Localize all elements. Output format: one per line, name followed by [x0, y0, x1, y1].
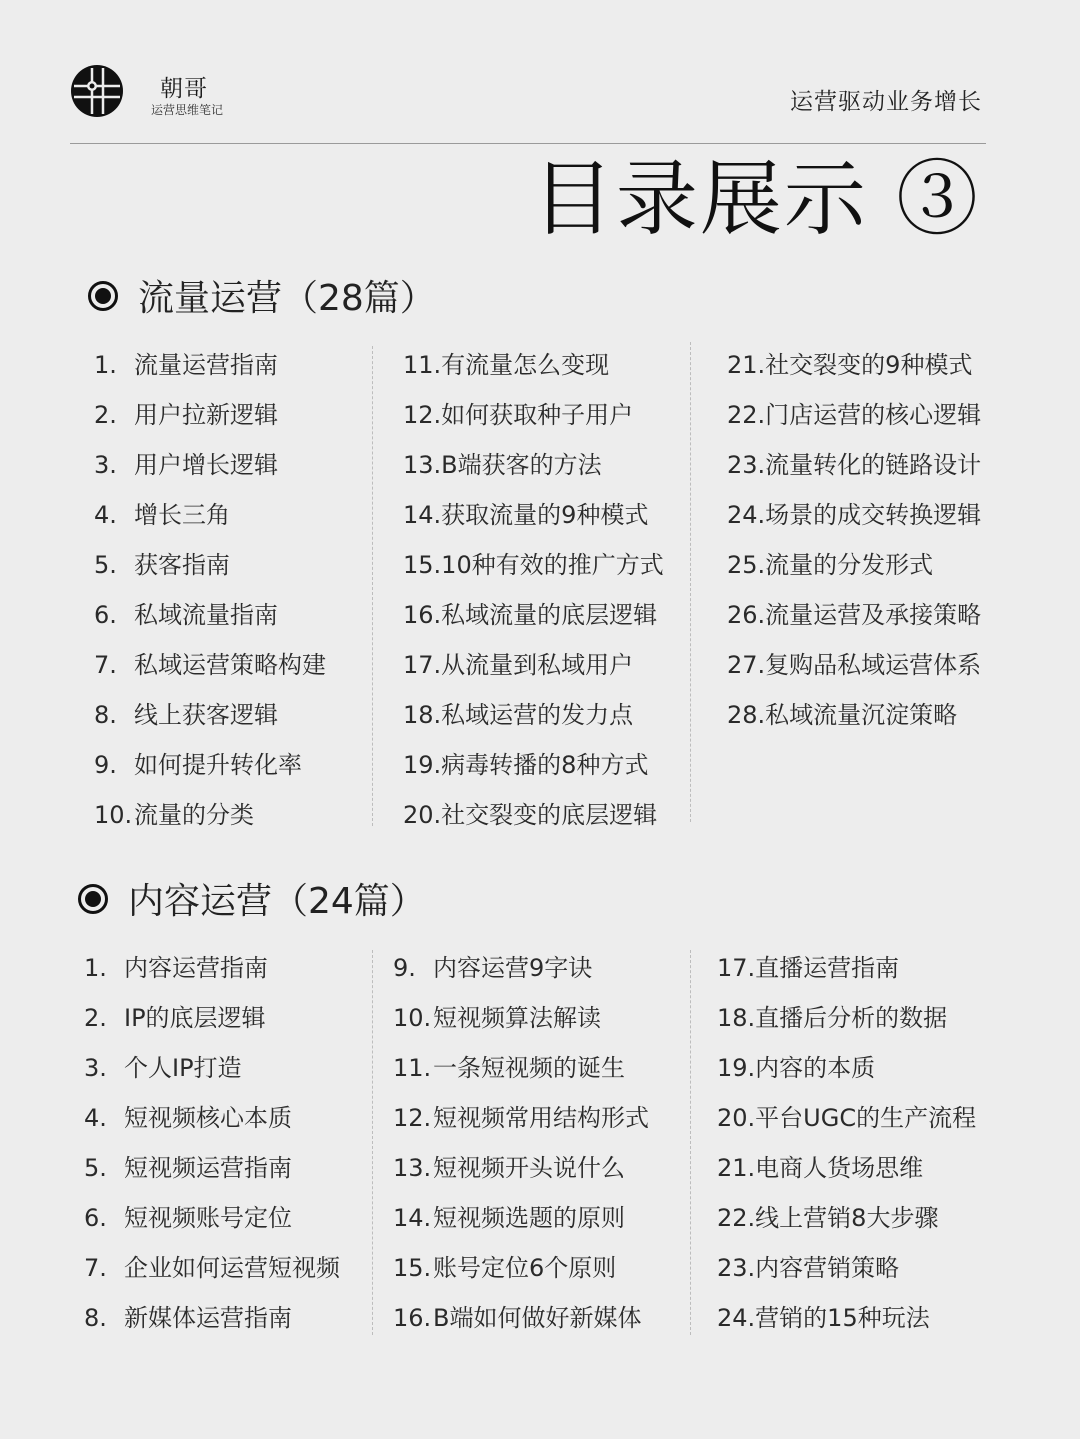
column-divider: [690, 950, 691, 1335]
toc-item-title: 私域流量的底层逻辑: [441, 601, 658, 629]
toc-item: [403, 790, 683, 840]
toc-item-title: 如何获取种子用户: [441, 401, 634, 429]
toc-item-number: 19.: [717, 1054, 756, 1082]
toc-item: [403, 340, 683, 390]
toc-item-title: 病毒转播的8种方式: [441, 751, 649, 779]
toc-item-title: 一条短视频的诞生: [433, 1054, 625, 1082]
toc-item-number: 16.: [393, 1304, 432, 1332]
brand-name: 朝哥: [160, 76, 208, 102]
toc-item: [84, 1143, 364, 1193]
toc-item-title: 私域运营的发力点: [441, 701, 634, 729]
toc-column: [403, 340, 683, 840]
toc-item: [393, 1193, 683, 1243]
toc-item: [84, 1193, 364, 1243]
toc-item: [393, 1293, 683, 1343]
toc-item-number: 6.: [84, 1204, 107, 1232]
toc-item-number: 5.: [94, 551, 117, 579]
toc-item-number: 14.: [403, 501, 442, 529]
toc-item: [84, 1043, 364, 1093]
toc-item-number: 25.: [727, 551, 766, 579]
toc-item: [393, 943, 683, 993]
toc-item-title: 获取流量的9种模式: [441, 501, 649, 529]
section-title: 流量运营（28篇）: [138, 278, 436, 319]
toc-item-number: 23.: [727, 451, 766, 479]
toc-item-title: 短视频常用结构形式: [433, 1104, 649, 1132]
toc-item-title: 线上获客逻辑: [134, 701, 278, 729]
toc-item-number: 19.: [403, 751, 442, 779]
column-divider: [690, 342, 691, 822]
toc-item: [727, 690, 1017, 740]
toc-item: [717, 1093, 1017, 1143]
toc-item: [84, 1293, 364, 1343]
toc-column: [727, 340, 1017, 740]
toc-item-number: 8.: [84, 1304, 107, 1332]
toc-item: [94, 440, 364, 490]
toc-item-number: 3.: [84, 1054, 107, 1082]
toc-item: [94, 590, 364, 640]
toc-column: [393, 943, 683, 1343]
toc-item-title: 短视频账号定位: [124, 1204, 292, 1232]
toc-item-number: 11.: [393, 1054, 432, 1082]
grid-circle-logo-icon: [70, 64, 124, 118]
toc-item: [403, 440, 683, 490]
toc-item-title: 短视频算法解读: [433, 1004, 601, 1032]
toc-item-number: 17.: [403, 651, 442, 679]
toc-item-title: 门店运营的核心逻辑: [765, 401, 982, 429]
toc-item: [393, 1243, 683, 1293]
toc-item-title: 增长三角: [134, 501, 230, 529]
toc-item-title: 流量转化的链路设计: [765, 451, 982, 479]
toc-item-number: 23.: [717, 1254, 756, 1282]
toc-item-title: 内容运营9字诀: [433, 954, 593, 982]
toc-item: [727, 490, 1017, 540]
toc-item-number: 18.: [403, 701, 442, 729]
toc-column: [717, 943, 1017, 1343]
toc-item-number: 7.: [94, 651, 117, 679]
toc-item-title: 复购品私域运营体系: [765, 651, 982, 679]
toc-item-title: 线上营销8大步骤: [755, 1204, 939, 1232]
toc-item-title: 平台UGC的生产流程: [755, 1104, 977, 1132]
toc-item-number: 24.: [727, 501, 766, 529]
toc-item: [393, 1093, 683, 1143]
toc-item-number: 12.: [393, 1104, 432, 1132]
toc-item-title: 10种有效的推广方式: [441, 551, 664, 579]
toc-item-title: B端获客的方法: [441, 451, 602, 479]
toc-item: [84, 1093, 364, 1143]
toc-item-title: 流量运营及承接策略: [765, 601, 982, 629]
toc-item-number: 2.: [94, 401, 117, 429]
toc-item-title: 社交裂变的底层逻辑: [441, 801, 658, 829]
toc-item-number: 9.: [94, 751, 117, 779]
toc-item: [94, 340, 364, 390]
toc-item: [94, 690, 364, 740]
toc-column: [84, 943, 364, 1343]
toc-item: [94, 740, 364, 790]
toc-item: [94, 790, 364, 840]
toc-item: [403, 690, 683, 740]
toc-item: [717, 1243, 1017, 1293]
toc-item-title: 从流量到私域用户: [441, 651, 634, 679]
toc-item-number: 10.: [94, 801, 133, 829]
toc-item: [403, 490, 683, 540]
toc-item-title: 获客指南: [134, 551, 230, 579]
toc-item: [403, 640, 683, 690]
toc-item-title: 账号定位6个原则: [433, 1254, 617, 1282]
toc-item-title: 如何提升转化率: [134, 751, 302, 779]
toc-item-number: 15.: [403, 551, 442, 579]
toc-item-number: 4.: [94, 501, 117, 529]
toc-item: [393, 1143, 683, 1193]
toc-item-number: 20.: [403, 801, 442, 829]
toc-item-number: 15.: [393, 1254, 432, 1282]
toc-item-number: 22.: [727, 401, 766, 429]
toc-item: [727, 540, 1017, 590]
toc-item-title: 直播后分析的数据: [755, 1004, 948, 1032]
toc-item-title: 个人IP打造: [124, 1054, 242, 1082]
toc-item-title: 流量的分发形式: [765, 551, 934, 579]
section-heading: [88, 270, 436, 321]
toc-item: [727, 440, 1017, 490]
toc-item: [717, 1293, 1017, 1343]
toc-item: [717, 1043, 1017, 1093]
toc-item: [84, 943, 364, 993]
column-divider: [372, 950, 373, 1335]
toc-item-number: 22.: [717, 1204, 756, 1232]
toc-item-number: 8.: [94, 701, 117, 729]
toc-item: [403, 390, 683, 440]
toc-item: [393, 1043, 683, 1093]
toc-item-title: 私域流量沉淀策略: [765, 701, 958, 729]
toc-item-title: 短视频运营指南: [124, 1154, 292, 1182]
toc-item-number: 4.: [84, 1104, 107, 1132]
toc-item-number: 5.: [84, 1154, 107, 1182]
toc-item-number: 13.: [393, 1154, 432, 1182]
toc-item-number: 9.: [393, 954, 416, 982]
toc-item-number: 21.: [727, 351, 766, 379]
toc-item-title: 短视频选题的原则: [433, 1204, 625, 1232]
toc-item-title: IP的底层逻辑: [124, 1004, 266, 1032]
toc-item-number: 10.: [393, 1004, 432, 1032]
toc-item: [393, 993, 683, 1043]
toc-item-number: 12.: [403, 401, 442, 429]
toc-item-title: 新媒体运营指南: [124, 1304, 292, 1332]
toc-item-number: 6.: [94, 601, 117, 629]
toc-item: [727, 640, 1017, 690]
toc-item: [403, 540, 683, 590]
toc-item-number: 27.: [727, 651, 766, 679]
toc-item-number: 20.: [717, 1104, 756, 1132]
toc-item: [84, 1243, 364, 1293]
toc-item-title: 营销的15种玩法: [755, 1304, 930, 1332]
radio-bullet-icon: [78, 884, 108, 914]
toc-item-title: B端如何做好新媒体: [433, 1304, 642, 1332]
section-title: 内容运营（24篇）: [128, 881, 426, 922]
toc-item-title: 直播运营指南: [755, 954, 900, 982]
toc-item: [717, 943, 1017, 993]
column-divider: [372, 346, 373, 826]
toc-item: [727, 390, 1017, 440]
toc-item: [717, 1193, 1017, 1243]
toc-item: [94, 640, 364, 690]
toc-item-number: 18.: [717, 1004, 756, 1032]
toc-item-number: 28.: [727, 701, 766, 729]
toc-item: [94, 490, 364, 540]
toc-item-title: 社交裂变的9种模式: [765, 351, 973, 379]
header-divider: [70, 143, 986, 144]
radio-bullet-icon: [88, 281, 118, 311]
section-heading: [78, 873, 426, 924]
toc-item-title: 企业如何运营短视频: [124, 1254, 340, 1282]
page-title: 目录展示 ③: [531, 152, 980, 247]
toc-item-title: 电商人货场思维: [755, 1154, 924, 1182]
slogan: 运营驱动业务增长: [790, 89, 982, 115]
toc-item-number: 17.: [717, 954, 756, 982]
toc-item-title: 有流量怎么变现: [441, 351, 610, 379]
toc-item-number: 26.: [727, 601, 766, 629]
toc-item-number: 1.: [84, 954, 107, 982]
toc-item-title: 流量运营指南: [134, 351, 278, 379]
toc-item-title: 内容营销策略: [755, 1254, 900, 1282]
toc-item-title: 私域流量指南: [134, 601, 278, 629]
toc-item: [403, 590, 683, 640]
toc-item-title: 用户拉新逻辑: [134, 401, 278, 429]
toc-item: [717, 993, 1017, 1043]
toc-item-number: 14.: [393, 1204, 432, 1232]
toc-item: [94, 540, 364, 590]
toc-item-title: 内容的本质: [755, 1054, 876, 1082]
toc-item-number: 1.: [94, 351, 117, 379]
brand-subtitle: 运营思维笔记: [151, 103, 224, 117]
toc-item-title: 短视频开头说什么: [433, 1154, 625, 1182]
toc-item-number: 13.: [403, 451, 442, 479]
toc-item-title: 流量的分类: [134, 801, 254, 829]
toc-item: [717, 1143, 1017, 1193]
toc-item: [727, 590, 1017, 640]
toc-item: [94, 390, 364, 440]
toc-column: [94, 340, 364, 840]
toc-item-number: 2.: [84, 1004, 107, 1032]
toc-item-title: 内容运营指南: [124, 954, 268, 982]
toc-item: [84, 993, 364, 1043]
toc-item-number: 24.: [717, 1304, 756, 1332]
toc-item: [403, 740, 683, 790]
toc-item: [727, 340, 1017, 390]
toc-item-title: 用户增长逻辑: [134, 451, 278, 479]
toc-item-title: 短视频核心本质: [124, 1104, 292, 1132]
toc-item-title: 私域运营策略构建: [134, 651, 326, 679]
toc-item-number: 7.: [84, 1254, 107, 1282]
toc-item-number: 11.: [403, 351, 442, 379]
toc-item-number: 21.: [717, 1154, 756, 1182]
toc-item-number: 16.: [403, 601, 442, 629]
toc-item-number: 3.: [94, 451, 117, 479]
toc-item-title: 场景的成交转换逻辑: [765, 501, 982, 529]
